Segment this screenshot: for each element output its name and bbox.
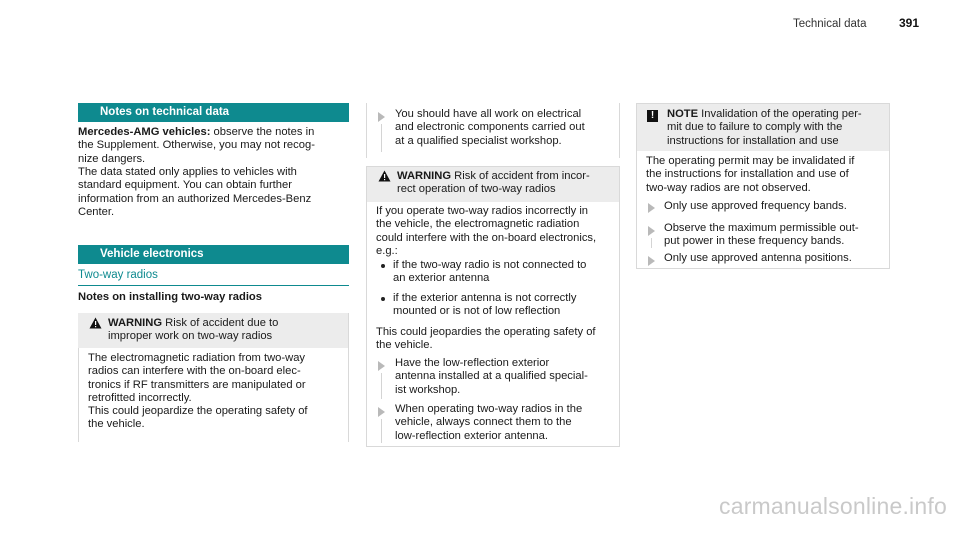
exclamation-note-icon: !	[647, 110, 658, 122]
step-arrow-icon	[648, 203, 655, 213]
vehicle-electronics-heading: Vehicle electronics	[78, 245, 349, 264]
step-approved-bands: Only use approved frequency bands.	[664, 200, 847, 212]
warning-intro-text: If you operate two-way radios incorrectly in the vehicle, the electromagnetic radiation could interfere with the on-board electronics, e.g.:	[376, 205, 597, 257]
step-arrow-icon	[378, 407, 385, 417]
step-antenna-positions: Only use approved antenna positions.	[664, 252, 852, 264]
warning-head-text: WARNING Risk of accident due to improper work on two-way radios	[108, 317, 279, 343]
amg-lead: Mercedes-AMG vehicles:	[78, 126, 211, 138]
step-rule	[381, 373, 382, 399]
step-install-antenna: Have the low-reflection exterior antenna installed at a qualified special- ist workshop.	[395, 357, 588, 396]
step-specialist-workshop: You should have all work on electrical and electronic components carried out at a qualified specialist workshop.	[395, 108, 585, 147]
warning-triangle-icon	[378, 170, 391, 182]
notes-technical-data-heading: Notes on technical data	[78, 103, 349, 122]
bullet-dot	[381, 264, 385, 268]
step-max-power: Observe the maximum permissible out- put power in these frequency bands.	[664, 222, 859, 248]
note-head-text: NOTE Invalidation of the operating per- mit due to failure to comply with the instructions for installation and use	[667, 108, 862, 147]
data-paragraph: The data stated only applies to vehicles with standard equipment. You can obtain further information from an authorized Mercedes-Benz Center.	[78, 166, 312, 218]
step-rule	[381, 124, 382, 152]
bullet-dot	[381, 297, 385, 301]
step-connect-antenna: When operating two-way radios in the vehicle, always connect them to the low-reflection exterior antenna.	[395, 403, 583, 442]
bullet-item-not-mounted: if the exterior antenna is not correctly mounted or is not of low reflection	[393, 292, 577, 318]
amg-paragraph: Mercedes-AMG vehicles: observe the notes in the Supplement. Otherwise, you may not recog- nize dangers.	[78, 126, 315, 165]
box-right-edge	[348, 313, 349, 442]
step-arrow-icon	[378, 112, 385, 122]
running-header: Technical data	[793, 18, 867, 30]
note-body-text: The operating permit may be invalidated if the instructions for installation and use of two-way radios are not observed.	[646, 155, 855, 194]
step-arrow-icon	[378, 361, 385, 371]
warning-head-text-2: WARNING Risk of accident from incor- rect operation of two-way radios	[397, 170, 590, 196]
continued-box-left-edge	[366, 103, 367, 158]
watermark-logo: carmanualsonline.info	[719, 493, 947, 519]
installing-heading: Notes on installing two-way radios	[78, 291, 262, 303]
page-number: 391	[899, 16, 920, 30]
step-arrow-icon	[648, 226, 655, 236]
bullet-item-not-connected: if the two-way radio is not connected to an exterior antenna	[393, 259, 587, 285]
step-rule	[651, 238, 652, 248]
continued-box-right-edge	[619, 103, 620, 158]
step-rule	[381, 419, 382, 443]
warning-after-text: This could jeopardies the operating safety of the vehicle.	[376, 326, 596, 352]
warning-body-text: The electromagnetic radiation from two-way radios can interfere with the on-board elec- tronics if RF transmitters are manipulated or retrofitted incorrectly. This could jeopardize the operating safety of the vehicle.	[88, 352, 308, 431]
subheading-rule	[78, 285, 349, 286]
step-arrow-icon	[648, 256, 655, 266]
two-way-radios-subheading: Two-way radios	[78, 269, 158, 281]
warning-triangle-icon	[89, 317, 102, 329]
